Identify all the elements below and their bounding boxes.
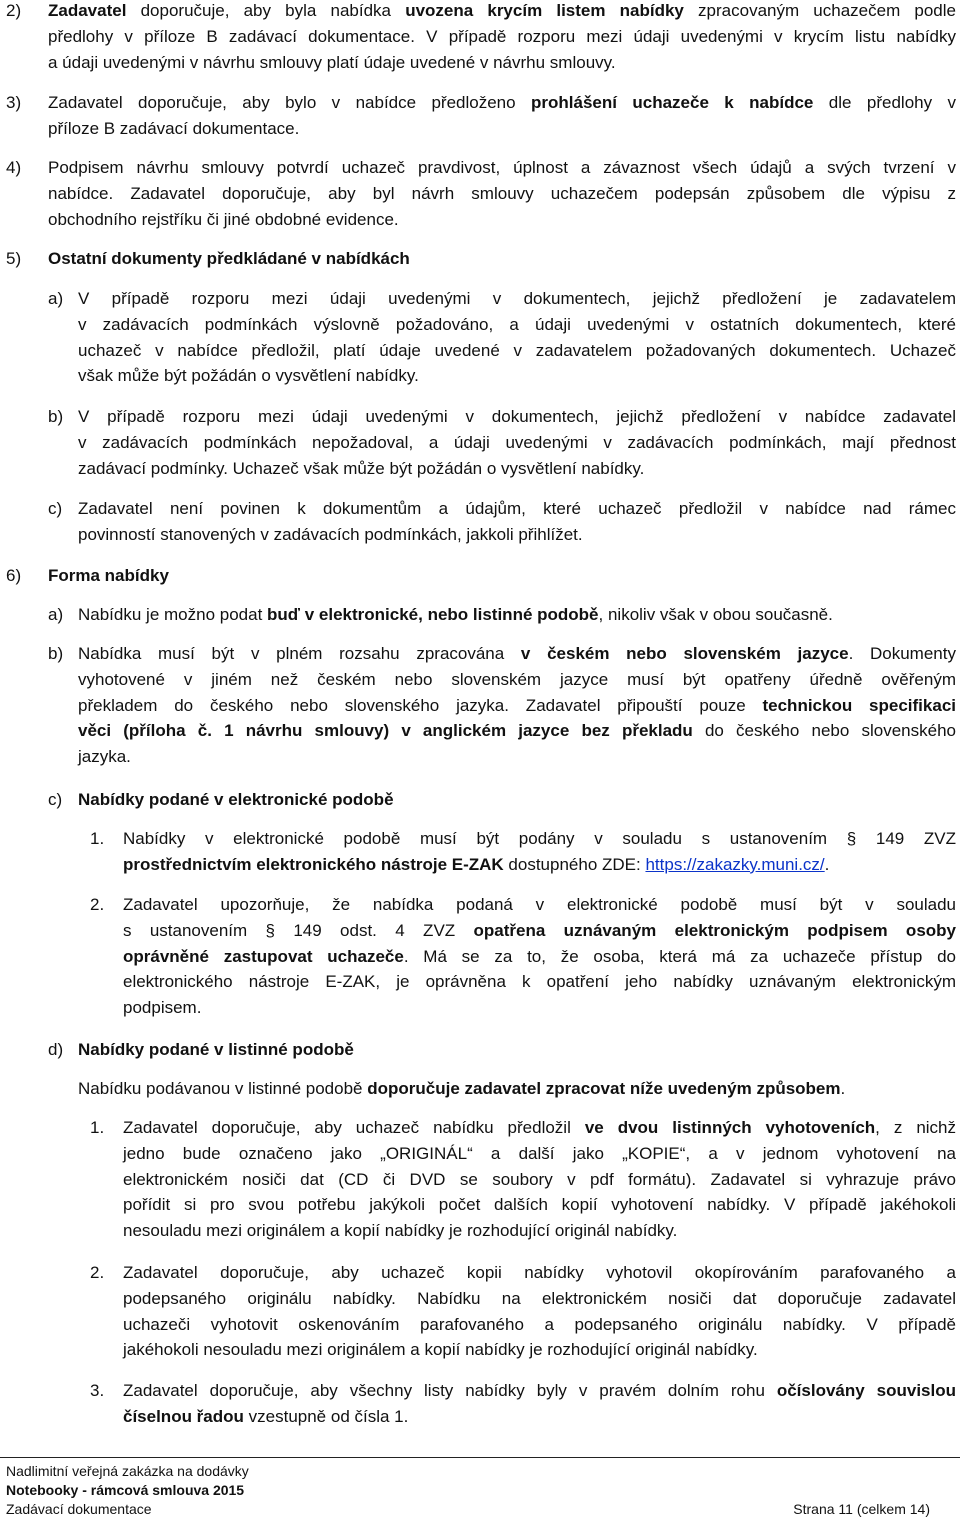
text-line — [78, 363, 956, 389]
text-run: , z nichž — [875, 1118, 957, 1137]
text-line — [123, 1378, 956, 1404]
text-run: elektronického nástroje E-ZAK, je oprávněna k opatření jeho nabídky uznávaným elektronickým — [123, 972, 956, 992]
text-line — [78, 430, 956, 456]
item-number: 4) — [6, 158, 22, 177]
text-line — [78, 496, 956, 522]
text-run: . — [824, 854, 830, 874]
text-run: . Má se za to, že osoba, která má za uchazeče přístup do — [403, 946, 956, 966]
item-text — [123, 1378, 956, 1430]
item-text — [78, 1076, 956, 1102]
subitem-5b — [6, 404, 956, 481]
subitem-5a — [6, 286, 956, 389]
bold-text: věci (příloha č. 1 návrhu smlouvy) v anglickém jazyce bez překladu — [78, 721, 693, 741]
text-run: elektronickém nosiči dat (CD či DVD se soubory v pdf formátu). Zadavatel si vyhrazuje právo — [123, 1169, 956, 1189]
text-line — [78, 522, 956, 548]
item-text — [78, 404, 956, 481]
item-number: b) — [48, 407, 64, 426]
step-6d2 — [6, 1260, 956, 1363]
text-line — [48, 246, 956, 272]
text-run: vyhotovené v jiném než českém nebo slovenském jazyce musí být opatřeny úředně ověřeným — [78, 669, 956, 689]
text-line — [123, 1192, 956, 1218]
bold-text: Forma nabídky — [48, 566, 169, 585]
text-run: dostupného ZDE: — [503, 854, 646, 874]
item-number: a) — [48, 289, 64, 308]
item-text — [123, 826, 956, 878]
item-number: d) — [48, 1040, 64, 1059]
text-run: s ustanovením § 149 odst. 4 ZVZ — [123, 920, 474, 940]
ezak-link[interactable]: https://zakazky.muni.cz/ — [645, 854, 825, 874]
text-line — [78, 338, 956, 364]
text-run: jedno bude označeno jako „ORIGINÁL“ a další jako „KOPIE“, a v jednom vyhotovení na — [123, 1143, 956, 1163]
item-number: c) — [48, 499, 63, 518]
item-text — [48, 155, 956, 232]
text-line — [123, 995, 956, 1021]
text-run: Nabídku podávanou v listinné podobě — [78, 1079, 368, 1098]
text-line — [123, 1260, 956, 1286]
subitem-5c — [6, 496, 956, 548]
text-run: však může být požádán o vysvětlení nabídky. — [78, 366, 419, 386]
bold-text: technickou specifikaci — [762, 695, 956, 715]
text-line — [78, 602, 956, 628]
text-run: . Dokumenty — [848, 644, 956, 663]
text-line — [48, 181, 956, 207]
text-line — [123, 918, 956, 944]
item-number: 2) — [6, 1, 22, 20]
section-4 — [6, 155, 956, 232]
bold-text: číselnou řadou — [123, 1406, 244, 1426]
text-run: Zadavatel doporučuje, aby uchazeč nabídku předložil — [123, 1118, 585, 1137]
text-line — [123, 1218, 956, 1244]
text-line — [78, 718, 956, 744]
text-line — [123, 1404, 956, 1430]
text-run: pořídit si pro svou potřebu jakýkoli počet dalších kopií vyhotovení nabídky. V případě jakéhokoli — [123, 1195, 956, 1215]
item-number: 2. — [90, 1263, 105, 1282]
text-run: Zadavatel není povinen k dokumentům a údajům, které uchazeč předložil v nabídce nad rámec — [78, 499, 956, 518]
step-6c1 — [6, 826, 956, 878]
text-run: uchazeči vyhotovit oskenováním parafovaného a podepsaného originálu nabídky. V případě — [123, 1314, 956, 1334]
text-line — [48, 563, 956, 589]
item-number: 6) — [6, 566, 22, 585]
text-run: povinností stanovených v zadávacích podmínkách, jakkoli přihlížet. — [78, 524, 583, 544]
text-line — [123, 969, 956, 995]
text-line — [123, 1337, 956, 1363]
item-text — [78, 496, 956, 548]
item-text — [48, 563, 956, 589]
text-line — [123, 826, 956, 852]
text-line — [48, 24, 956, 50]
text-line — [123, 1312, 956, 1338]
text-run: Zadavatel doporučuje, aby uchazeč kopii nabídky vyhotovil okopírováním parafovaného a — [123, 1263, 956, 1282]
bold-text: buď v elektronické, nebo listinné podobě — [267, 605, 599, 624]
footer-page-number: Strana 11 (celkem 14) — [793, 1501, 930, 1517]
text-line — [48, 90, 956, 116]
text-line — [48, 155, 956, 181]
item-text — [78, 602, 956, 628]
bold-text: prohlášení uchazeče k nabídce — [531, 93, 814, 112]
text-run: jazyka. — [78, 747, 131, 767]
item-text — [78, 1037, 956, 1063]
subitem-6d — [6, 1037, 956, 1063]
bold-text: doporučuje zadavatel zpracovat níže uvedeným způsobem — [367, 1079, 841, 1098]
bold-text: ve dvou listinných vyhotoveních — [584, 1118, 876, 1137]
subitem-6a — [6, 602, 956, 628]
text-run: vzestupně od čísla 1. — [243, 1406, 409, 1426]
text-run: Nabídka musí být v plném rozsahu zpracována — [78, 644, 521, 663]
step-6d3 — [6, 1378, 956, 1430]
item-text — [78, 787, 956, 813]
text-run: , nikoliv však v obou současně. — [598, 605, 833, 624]
text-line — [48, 0, 956, 24]
text-line — [78, 667, 956, 693]
bold-text: prostřednictvím elektronického nástroje E-ZAK — [123, 854, 504, 874]
text-line — [123, 1115, 956, 1141]
text-run: V případě rozporu mezi údaji uvedenými v dokumentech, jejichž předložení v nabídce zadavatel — [78, 407, 956, 426]
text-run: podpisem. — [123, 998, 202, 1018]
footer-tender-type: Nadlimitní veřejná zakázka na dodávky — [6, 1463, 249, 1479]
text-run: v zadávacích podmínkách výslovně požadováno, a údaji uvedenými v ostatních dokumentech, které — [78, 314, 956, 334]
text-run: V případě rozporu mezi údaji uvedenými v dokumentech, jejichž předložení je zadavatelem — [78, 289, 956, 308]
text-line — [123, 852, 956, 878]
text-line — [78, 1037, 956, 1063]
text-run: Zadavatel doporučuje, aby bylo v nabídce předloženo — [48, 93, 531, 112]
text-run: Nabídku je možno podat — [78, 605, 268, 624]
text-line — [78, 1076, 956, 1102]
item-text — [123, 1260, 956, 1363]
footer-tender-title: Notebooky - rámcová smlouva 2015 — [6, 1482, 245, 1498]
text-line — [78, 404, 956, 430]
item-text — [78, 286, 956, 389]
text-line — [78, 456, 956, 482]
bold-text: očíslovány souvislou — [776, 1381, 956, 1400]
item-number: 2. — [90, 895, 105, 914]
item-number: 1. — [90, 829, 105, 848]
section-6 — [6, 563, 956, 589]
bold-text: Ostatní dokumenty předkládané v nabídkách — [48, 249, 410, 268]
step-6d1 — [6, 1115, 956, 1244]
text-line — [123, 944, 956, 970]
item-text — [48, 246, 956, 272]
text-run: jakéhokoli nesouladu mezi originálem a kopií nabídky je rozhodující originál nabídky. — [123, 1340, 758, 1360]
subitem-6c — [6, 787, 956, 813]
item-text — [48, 0, 956, 75]
section-2 — [6, 0, 956, 75]
text-line — [48, 116, 956, 142]
text-line — [123, 892, 956, 918]
item-text — [123, 892, 956, 1021]
text-run: uchazeč v nabídce předložil, platí údaje uvedené v zadavatelem požadovaných dokumentech. Uchazeč — [78, 340, 956, 360]
text-run: podepsaného originálu nabídky. Nabídku na elektronickém nosiči dat doporučuje zadavatel — [123, 1288, 956, 1308]
text-line — [78, 286, 956, 312]
text-run: Zadavatel doporučuje, aby všechny listy nabídky byly v pravém dolním rohu — [123, 1381, 777, 1400]
footer-doc-name: Zadávací dokumentace — [6, 1501, 152, 1517]
section-5 — [6, 246, 956, 272]
bold-text: uvozena krycím listem nabídky — [405, 1, 684, 20]
item-number: 1. — [90, 1118, 105, 1137]
text-run: překladem do českého nebo slovenského jazyka. Zadavatel připouští pouze — [78, 695, 763, 715]
bold-text: Nabídky podané v elektronické podobě — [78, 790, 394, 809]
item-number: c) — [48, 790, 63, 809]
text-line — [48, 50, 956, 76]
text-run: a údaji uvedenými v návrhu smlouvy platí údaje uvedené v návrhu smlouvy. — [48, 52, 616, 72]
text-run: v zadávacích podmínkách nepožadoval, a údaji uvedenými v zadávacích podmínkách, mají přednost — [78, 432, 956, 452]
text-run: příloze B zadávací dokumentace. — [48, 118, 300, 138]
bold-text: Zadavatel — [48, 1, 127, 20]
text-run: nabídce. Zadavatel doporučuje, aby byl návrh smlouvy uchazečem podepsán způsobem dle výpisu z — [48, 183, 956, 203]
paragraph-6dp — [6, 1076, 956, 1102]
item-text — [48, 90, 956, 142]
text-line — [123, 1167, 956, 1193]
item-text — [123, 1115, 956, 1244]
text-run: Zadavatel upozorňuje, že nabídka podaná v elektronické podobě musí být v souladu — [123, 895, 956, 914]
item-text — [78, 641, 956, 770]
text-line — [48, 207, 956, 233]
subitem-6b — [6, 641, 956, 770]
bold-text: oprávněné zastupovat uchazeče — [123, 946, 404, 966]
text-run: nesouladu mezi originálem a kopií nabídky je rozhodující originál nabídky. — [123, 1221, 678, 1241]
step-6c2 — [6, 892, 956, 1021]
text-run: zadávací podmínky. Uchazeč však může být požádán o vysvětlení nabídky. — [78, 458, 645, 478]
text-line — [123, 1141, 956, 1167]
footer-divider — [0, 1457, 960, 1458]
item-number: 5) — [6, 249, 22, 268]
text-line — [78, 641, 956, 667]
text-run: předlohy v příloze B zadávací dokumentace. V případě rozporu mezi údaji uvedenými v krycím listu nabídky — [48, 26, 956, 46]
text-run: . — [840, 1079, 846, 1098]
text-run: zpracovaným uchazečem podle — [683, 1, 956, 20]
bold-text: v českém nebo slovenském jazyce — [520, 644, 849, 663]
text-run: doporučuje, aby byla nabídka — [126, 1, 406, 20]
text-run: dle předlohy v — [813, 93, 956, 112]
item-number: b) — [48, 644, 64, 663]
text-line — [78, 312, 956, 338]
text-line — [78, 693, 956, 719]
bold-text: opatřena uznávaným elektronickým podpisem osoby — [473, 920, 956, 940]
text-run: Podpisem návrhu smlouvy potvrdí uchazeč pravdivost, úplnost a závaznost všech údajů a svých tvrzení v — [48, 158, 956, 177]
item-number: 3) — [6, 93, 22, 112]
text-run: Nabídky v elektronické podobě musí být podány v souladu s ustanovením § 149 ZVZ — [123, 829, 956, 848]
text-run: obchodního rejstříku či jiné obdobné evidence. — [48, 209, 399, 229]
text-line — [78, 744, 956, 770]
item-number: 3. — [90, 1381, 105, 1400]
text-line — [123, 1286, 956, 1312]
text-line — [78, 787, 956, 813]
text-run: do českého nebo slovenského — [692, 721, 956, 741]
item-number: a) — [48, 605, 64, 624]
bold-text: Nabídky podané v listinné podobě — [78, 1040, 354, 1059]
section-3 — [6, 90, 956, 142]
